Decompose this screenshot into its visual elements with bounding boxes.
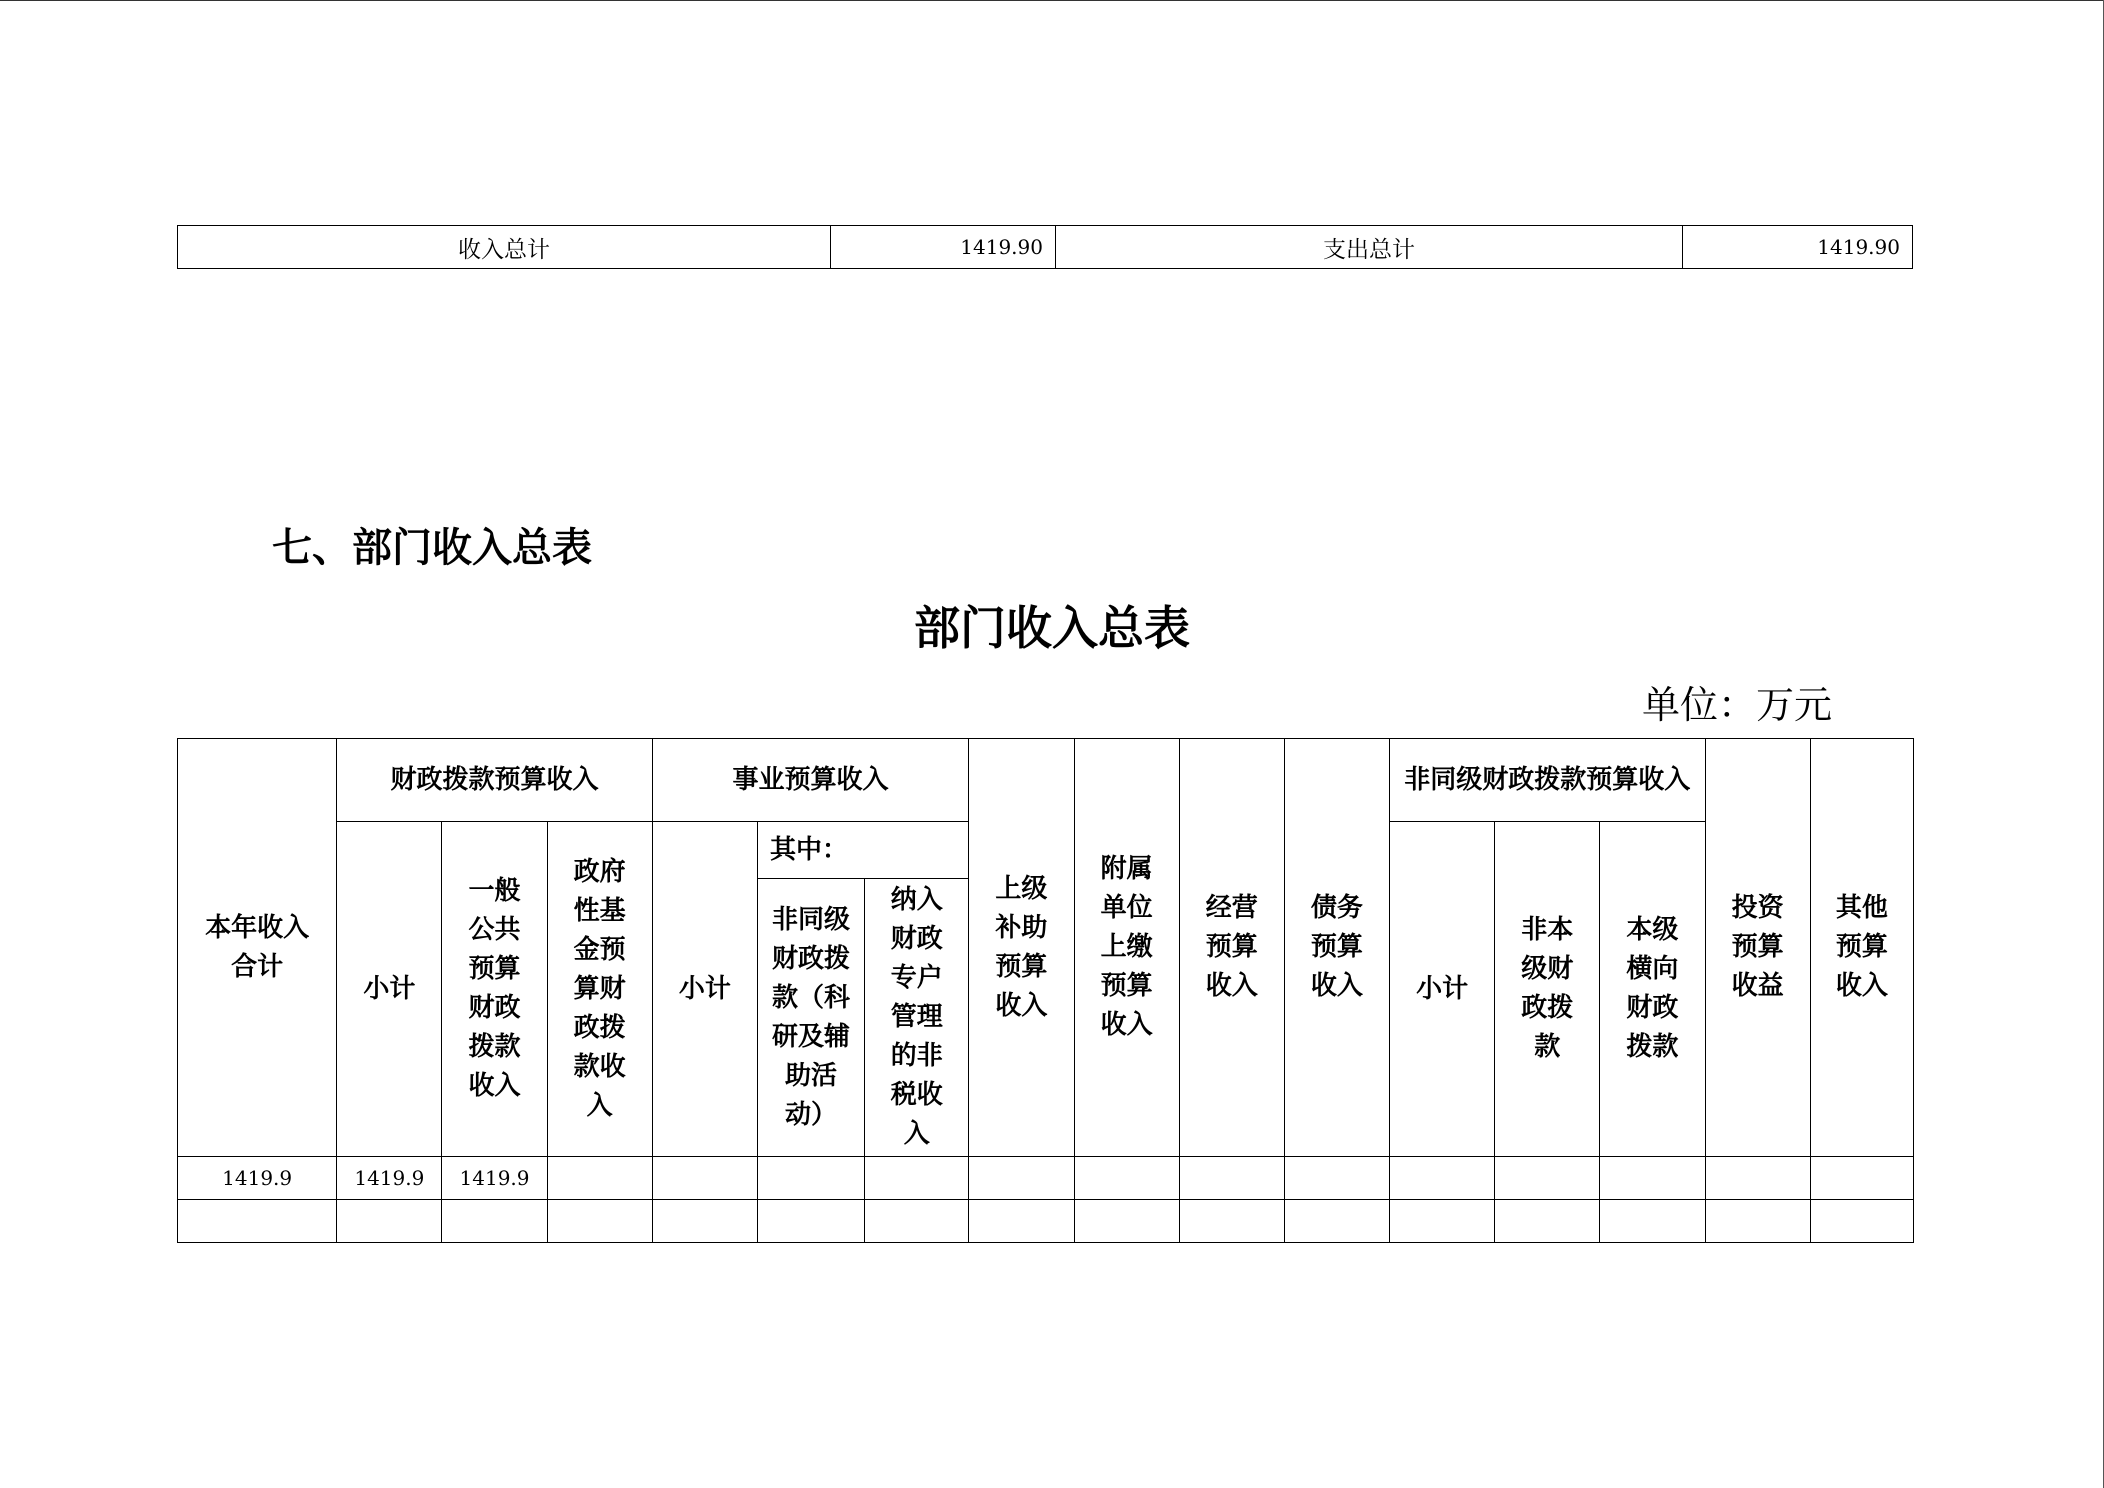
table-cell bbox=[652, 1157, 757, 1200]
header-affiliated: 附属单位上缴预算收入 bbox=[1074, 739, 1179, 1157]
income-total-label: 收入总计 bbox=[178, 226, 831, 269]
header-nonsame-horizontal: 本级横向财政拨款 bbox=[1600, 822, 1705, 1157]
table-title: 部门收入总表 bbox=[914, 601, 1190, 655]
table-cell bbox=[1284, 1157, 1389, 1200]
header-superior-subsidy: 上级补助预算收入 bbox=[969, 739, 1074, 1157]
header-row-1 bbox=[178, 739, 1914, 822]
department-income-table bbox=[177, 738, 1914, 1243]
table-cell bbox=[337, 1200, 442, 1243]
header-fiscal-general: 一般公共预算财政拨款收入 bbox=[442, 822, 547, 1157]
header-nonsame-group: 非同级财政拨款预算收入 bbox=[1390, 739, 1706, 822]
table-cell bbox=[757, 1200, 864, 1243]
table-cell bbox=[1179, 1200, 1284, 1243]
table-cell: 1419.9 bbox=[178, 1157, 337, 1200]
table-cell: 1419.9 bbox=[337, 1157, 442, 1200]
header-fiscal-subtotal: 小计 bbox=[337, 822, 442, 1157]
table-cell bbox=[1074, 1157, 1179, 1200]
table-cell bbox=[1705, 1200, 1810, 1243]
expense-total-value: 1419.90 bbox=[1683, 226, 1913, 269]
income-total-value: 1419.90 bbox=[831, 226, 1056, 269]
unit-label: 单位：万元 bbox=[1642, 683, 1833, 727]
table-row bbox=[178, 1157, 1914, 1200]
table-cell bbox=[1074, 1200, 1179, 1243]
section-heading: 七、部门收入总表 bbox=[272, 524, 592, 571]
table-cell bbox=[442, 1200, 547, 1243]
summary-row bbox=[178, 226, 1913, 269]
header-nonsame-subtotal: 小计 bbox=[1390, 822, 1495, 1157]
table-cell bbox=[547, 1157, 652, 1200]
header-fiscal-group: 财政拨款预算收入 bbox=[337, 739, 653, 822]
header-total: 本年收入合计 bbox=[178, 739, 337, 1157]
table-cell bbox=[1390, 1157, 1495, 1200]
header-career-special: 纳入财政专户管理的非税收入 bbox=[865, 879, 969, 1157]
page-top-border bbox=[0, 0, 2104, 1]
table-cell bbox=[757, 1157, 864, 1200]
table-cell bbox=[1600, 1157, 1705, 1200]
table-cell bbox=[1284, 1200, 1389, 1243]
table-cell: 1419.9 bbox=[442, 1157, 547, 1200]
summary-table bbox=[177, 225, 1913, 269]
header-career-subtotal: 小计 bbox=[652, 822, 757, 1157]
table-cell bbox=[547, 1200, 652, 1243]
table-cell bbox=[1600, 1200, 1705, 1243]
header-career-of-which: 其中： bbox=[757, 822, 968, 879]
header-other: 其他预算收入 bbox=[1810, 739, 1913, 1157]
header-career-group: 事业预算收入 bbox=[652, 739, 969, 822]
header-operating: 经营预算收入 bbox=[1179, 739, 1284, 1157]
table-cell bbox=[969, 1200, 1074, 1243]
table-cell bbox=[652, 1200, 757, 1243]
table-cell bbox=[969, 1157, 1074, 1200]
table-cell bbox=[865, 1200, 969, 1243]
table-cell bbox=[865, 1157, 969, 1200]
header-career-nonsame: 非同级财政拨款（科研及辅助活动） bbox=[757, 879, 864, 1157]
table-row bbox=[178, 1200, 1914, 1243]
table-body bbox=[178, 1157, 1914, 1243]
table-cell bbox=[1705, 1157, 1810, 1200]
table-cell bbox=[1810, 1200, 1913, 1243]
table-cell bbox=[1179, 1157, 1284, 1200]
header-fiscal-fund: 政府性基金预算财政拨款收入 bbox=[547, 822, 652, 1157]
table-cell bbox=[1810, 1157, 1913, 1200]
table-cell bbox=[1390, 1200, 1495, 1243]
header-nonsame-nonlocal: 非本级财政拨款 bbox=[1495, 822, 1600, 1157]
header-investment: 投资预算收益 bbox=[1705, 739, 1810, 1157]
table-cell bbox=[1495, 1200, 1600, 1243]
expense-total-label: 支出总计 bbox=[1056, 226, 1683, 269]
header-debt: 债务预算收入 bbox=[1284, 739, 1389, 1157]
table-cell bbox=[1495, 1157, 1600, 1200]
table-cell bbox=[178, 1200, 337, 1243]
